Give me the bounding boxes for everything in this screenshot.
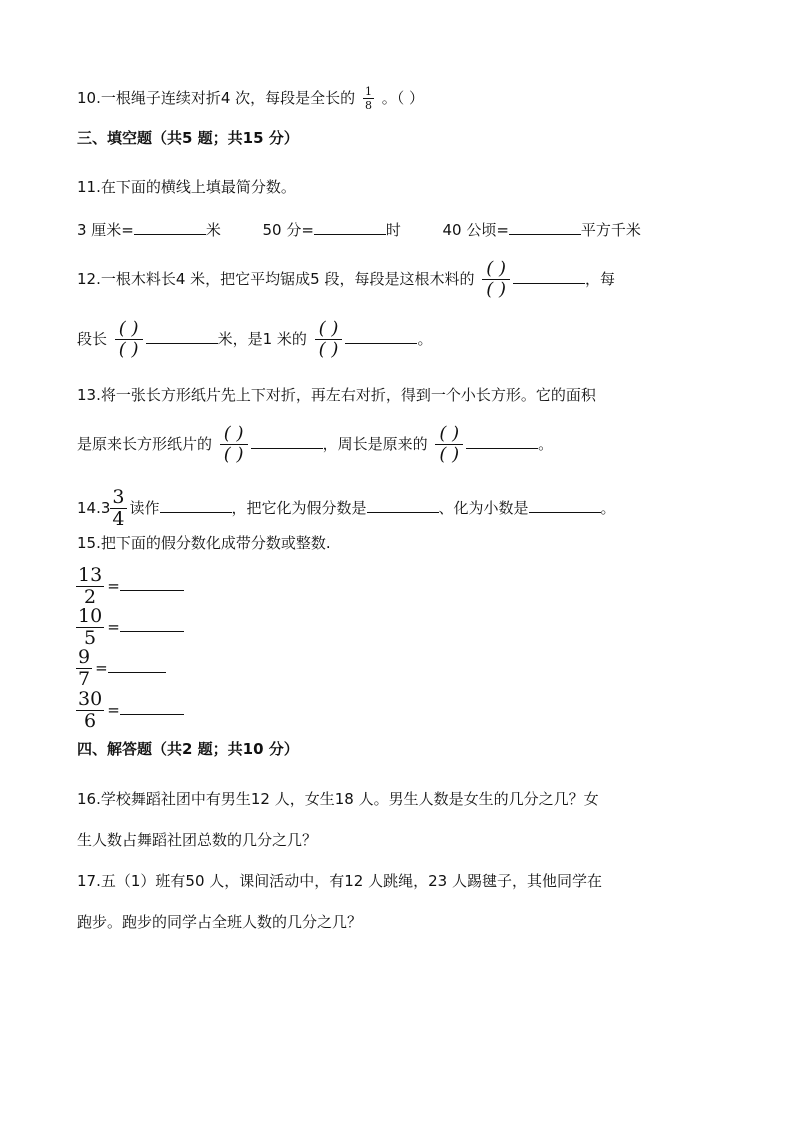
question-16-line-2: 生人数占舞蹈社团总数的几分之几？	[77, 831, 318, 849]
q14-number: 14.3	[77, 499, 111, 517]
q11-part3-unit: 平方千米	[580, 221, 641, 239]
section-3-heading: 三、填空题（共5 题；共15 分）	[77, 129, 299, 147]
q12-text: 米，是1 米的	[217, 330, 307, 348]
fraction-blank: $\frac{( )}{( )}$	[482, 260, 510, 299]
answer-blank[interactable]	[120, 576, 184, 591]
question-14	[77, 488, 734, 529]
fraction-blank: $\frac{( )}{( )}$	[115, 320, 143, 359]
q13-text-end: 。	[538, 435, 554, 453]
q14-text: ，把它化为假分数是	[231, 499, 367, 517]
question-17-line-2: 跑步。跑步的同学占全班人数的几分之几？	[77, 913, 363, 931]
answer-blank[interactable]	[120, 700, 184, 715]
answer-blank[interactable]	[529, 498, 601, 513]
equals-sign: =	[107, 618, 120, 636]
q15-item	[76, 690, 734, 731]
answer-blank[interactable]	[251, 434, 323, 449]
q12-text: 12.一根木料长4 米，把它平均锯成5 段，每段是这根木料的	[77, 270, 475, 288]
q12-text-end: ，每	[585, 270, 616, 288]
q11-part2-label: 50 分=	[262, 221, 314, 239]
answer-blank[interactable]	[466, 434, 538, 449]
question-15-prompt: 15.把下面的假分数化成带分数或整数.	[77, 534, 331, 552]
q11-part1-unit: 米	[205, 221, 221, 239]
fraction-blank: $\frac{( )}{( )}$	[435, 425, 463, 464]
q14-text: 、化为小数是	[438, 499, 529, 517]
question-10	[77, 86, 734, 111]
equals-sign: =	[95, 659, 108, 677]
answer-blank[interactable]	[367, 498, 439, 513]
answer-blank[interactable]	[345, 329, 417, 344]
improper-fraction: $\frac{9}{7}$	[78, 646, 91, 690]
q12-text-end: 。	[417, 330, 433, 348]
question-13-line-2	[77, 425, 734, 464]
answer-blank[interactable]	[120, 617, 184, 632]
q15-item	[76, 566, 734, 607]
q15-item	[76, 607, 734, 648]
q13-text: ，周长是原来的	[322, 435, 428, 453]
question-16-line-1: 16.学校舞蹈社团中有男生12 人，女生18 人。男生人数是女生的几分之几？女	[77, 790, 599, 808]
answer-blank[interactable]	[108, 658, 166, 673]
q11-part1-label: 3 厘米=	[77, 221, 134, 239]
question-11-blanks	[77, 219, 734, 241]
q10-text: 10.一根绳子连续对折4 次，每段是全长的	[77, 89, 356, 107]
question-11-prompt: 11.在下面的横线上填最简分数。	[77, 178, 296, 196]
fraction-one-eighth: $\frac{1}{8}$	[364, 85, 372, 112]
improper-fraction: $\frac{13}{2}$	[78, 564, 103, 608]
fraction-three-quarters: $\frac{3}{4}$	[112, 486, 125, 530]
answer-blank[interactable]	[134, 220, 206, 235]
answer-blank[interactable]	[314, 220, 386, 235]
answer-blank[interactable]	[160, 498, 232, 513]
q15-item	[76, 648, 734, 689]
q12-text: 段长	[77, 330, 108, 348]
answer-blank[interactable]	[513, 269, 585, 284]
q11-part2-unit: 时	[385, 221, 401, 239]
answer-blank[interactable]	[509, 220, 581, 235]
question-12-line-1	[77, 260, 734, 299]
question-17-line-1: 17.五（1）班有50 人，课间活动中，有12 人跳绳，23 人踢毽子，其他同学在	[77, 872, 602, 890]
answer-blank[interactable]	[146, 329, 218, 344]
improper-fraction: $\frac{10}{5}$	[78, 605, 103, 649]
equals-sign: =	[107, 577, 120, 595]
q14-text-end: 。	[600, 499, 616, 517]
improper-fraction: $\frac{30}{6}$	[78, 688, 103, 732]
section-4-heading: 四、解答题（共2 题；共10 分）	[77, 740, 299, 758]
question-13-line-1: 13.将一张长方形纸片先上下对折，再左右对折，得到一个小长方形。它的面积	[77, 386, 596, 404]
q11-part3-label: 40 公顷=	[442, 221, 509, 239]
q13-text: 是原来长方形纸片的	[77, 435, 213, 453]
question-12-line-2	[77, 320, 734, 359]
equals-sign: =	[107, 701, 120, 719]
q10-answer-parens: 。（ ）	[381, 89, 425, 107]
q14-text: 读作	[129, 499, 160, 517]
fraction-blank: $\frac{( )}{( )}$	[220, 425, 248, 464]
fraction-blank: $\frac{( )}{( )}$	[315, 320, 343, 359]
